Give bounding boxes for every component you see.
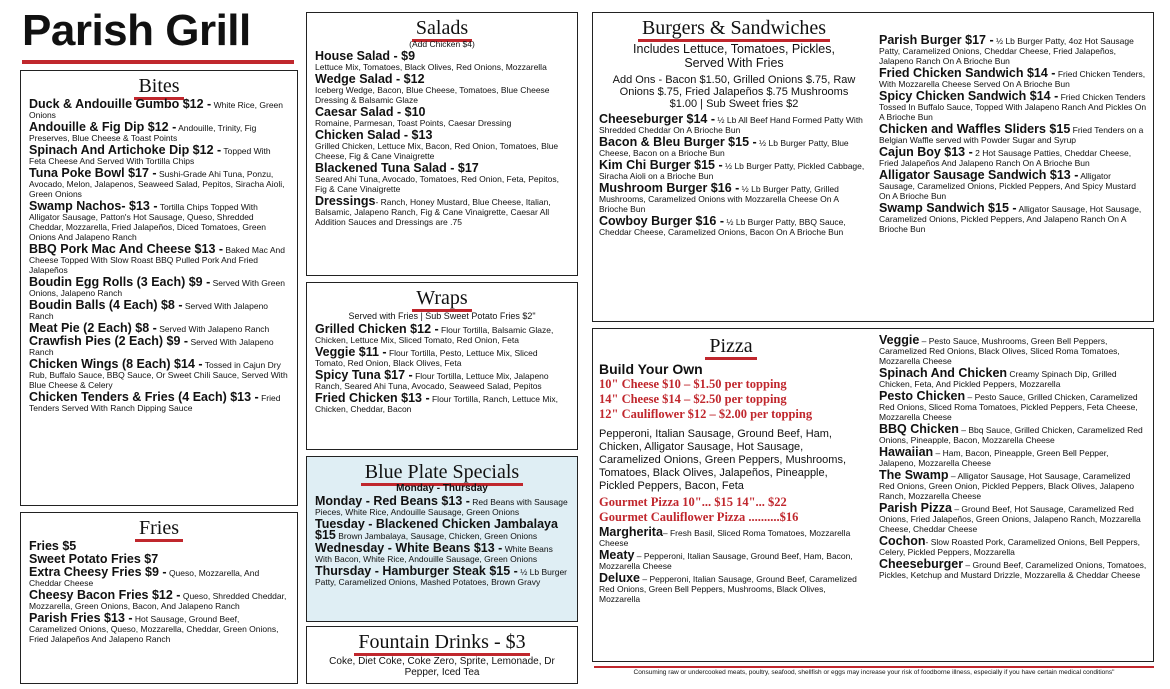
- menu-item-name: Fried Chicken Sandwich $14 -: [879, 66, 1056, 80]
- menu-item: [599, 573, 863, 604]
- menu-item: [29, 122, 289, 143]
- menu-item-desc: Grilled Chicken, Lettuce Mix, Bacon, Red Onion, Tomatoes, Blue Cheese, Fig & Cane Vinaigrette: [315, 141, 559, 161]
- menu-item: [315, 543, 569, 564]
- menu-item: [879, 470, 1147, 501]
- menu-item: [879, 170, 1147, 201]
- burgers-right-list: [879, 35, 1147, 234]
- menu-item-desc: – Ground Beef, Hot Sausage, Caramelized Red Onions, Fried Jalapeños, Green Onions, Jalapeno Ranch, Mozzarella Cheese, Cheddar Cheese: [879, 504, 1141, 534]
- menu-item-desc: Alligator Sausage, Caramelized Onions, Pickled Peppers, And Spicy Mustard On A Brioche Bun: [879, 171, 1137, 201]
- menu-item: [315, 496, 569, 517]
- menu-item: [29, 244, 289, 275]
- wraps-list: [315, 324, 569, 414]
- menu-item: [315, 51, 569, 72]
- menu-item-desc: Served With Jalapeno Ranch: [29, 301, 269, 321]
- menu-item-desc: Fried Tenders on a Belgian Waffle served with Powder Sugar and Syrup: [879, 125, 1144, 145]
- menu-item: [315, 519, 569, 541]
- wraps-section: [306, 282, 578, 450]
- menu-item: [879, 391, 1147, 422]
- menu-item: [879, 124, 1147, 145]
- blueplate-subtitle: Monday - Thursday: [396, 483, 488, 494]
- menu-item-name: Meat Pie (2 Each) $8 -: [29, 321, 157, 335]
- menu-item-name: Deluxe: [599, 571, 640, 585]
- menu-item-desc: – Pesto Sauce, Grilled Chicken, Caramelized Red Onions, Sliced Roma Tomatoes, Pickled Peppers, Feta Cheese, Mozzarella Cheese: [879, 392, 1138, 422]
- pizza-gourmet: Gourmet Pizza 10"... $15 14"... $22: [599, 495, 787, 509]
- menu-item-name: Parish Fries $13 -: [29, 611, 133, 625]
- menu-item: [879, 203, 1147, 234]
- menu-item-desc: ½ Lb All Beef Hand Formed Patty With Shredded Cheddar On A Brioche Bun: [599, 115, 863, 135]
- menu-item-name: Grilled Chicken $12 -: [315, 322, 439, 336]
- menu-item-desc: Romaine, Parmesan, Toast Points, Caesar Dressing: [315, 118, 512, 128]
- bites-title: Bites: [29, 75, 289, 97]
- menu-item: [599, 183, 869, 214]
- menu-item-name: Chicken Wings (8 Each) $14 -: [29, 357, 203, 371]
- menu-item: [879, 536, 1147, 557]
- menu-item-name: Cowboy Burger $16 -: [599, 214, 725, 228]
- menu-item-desc: White Beans With Bacon, White Rice, Andouille Sausage, Green Onions: [315, 544, 553, 564]
- menu-item: [315, 107, 569, 128]
- menu-item: [315, 370, 569, 391]
- menu-item-desc: ½ Lb Burger Patty, Blue Cheese, Bacon on a Brioche Bun: [599, 138, 849, 158]
- drinks-list: Coke, Diet Coke, Coke Zero, Sprite, Lemonade, Dr Pepper, Iced Tea: [329, 656, 555, 678]
- burgers-addons: Add Ons - Bacon $1.50, Grilled Onions $.75, Raw Onions $.75, Fried Jalapeños $.75 Mushrooms $1.00 | Sub Sweet fries $2: [612, 74, 856, 110]
- menu-item: [315, 130, 569, 161]
- menu-item-name: Parish Pizza: [879, 501, 952, 515]
- drinks-section: [306, 626, 578, 684]
- menu-item-desc: – Ham, Bacon, Pineapple, Green Bell Pepper, Jalapeno, Mozzarella Cheese: [879, 448, 1109, 468]
- menu-item-name: Wedge Salad - $12: [315, 72, 425, 86]
- menu-item: [29, 323, 289, 334]
- menu-item-desc: Alligator Sausage, Hot Sausage, Caramelized Onions, Pickled Peppers, And Jalapeno Ranch On A Brioche Bun: [879, 204, 1142, 234]
- fries-section: [20, 512, 298, 684]
- menu-item: [29, 567, 289, 588]
- menu-item-desc: Tossed in Cajun Dry Rub, Buffalo Sauce, BBQ Sauce, Or Sweet Chili Sauce, Served With Blue Cheese & Celery: [29, 360, 288, 390]
- menu-item-desc: – Pepperoni, Italian Sausage, Ground Beef, Ham, Bacon, Mozzarella Cheese: [599, 551, 853, 571]
- menu-item: [879, 68, 1147, 89]
- menu-item-desc: - Ranch, Honey Mustard, Blue Cheese, Italian, Balsamic, Jalapeno Ranch, Fig & Cane Vinaigrette, Caesar All Addition Sauces and Dressings are .75: [315, 197, 551, 227]
- menu-item: [29, 99, 289, 120]
- menu-item-name: Spinach And Chicken: [879, 366, 1008, 380]
- menu-item-name: Caesar Salad - $10: [315, 105, 426, 119]
- menu-item-desc: Topped With Feta Cheese And Served With Tortilla Chips: [29, 146, 271, 166]
- menu-item: [599, 114, 869, 135]
- pizza-build-title: Build Your Own: [599, 361, 703, 377]
- menu-item-desc: Brown Jambalaya, Sausage, Chicken, Green Onions: [335, 531, 538, 541]
- menu-item-desc: ½ Lb Burger Patty, Grilled Mushrooms, Caramelized Onions with Mozzarella Cheese On A Brioche Bun: [599, 184, 839, 214]
- menu-item: [879, 91, 1147, 122]
- menu-item: [599, 527, 863, 548]
- salads-title: Salads: [315, 17, 569, 39]
- menu-item: [599, 216, 869, 237]
- menu-item-name: Mushroom Burger $16 -: [599, 181, 740, 195]
- menu-item-desc: Queso, Mozzarella, And Cheddar Cheese: [29, 568, 260, 588]
- menu-item-name: Margherita: [599, 525, 663, 539]
- pizza-size-14: 14" Cheese $14 – $2.50 per topping: [599, 392, 787, 406]
- menu-item-desc: Tortilla Chips Topped With Alligator Sausage, Patton's Hot Sausage, Queso, Shredded Cheddar, Mozzarella, Fried Jalapeños, Diced Tomatoes, Green Onions And Jalapeno Ranch: [29, 202, 267, 242]
- menu-item-desc: Andouille, Trinity, Fig Preserves, Blue Cheese & Toast Points: [29, 123, 257, 143]
- menu-item-name: Thursday - Hamburger Steak $15 -: [315, 564, 518, 578]
- blueplate-section: [306, 456, 578, 622]
- menu-item-name: Cheesy Bacon Fries $12 -: [29, 588, 181, 602]
- menu-item-desc: Sushi-Grade Ahi Tuna, Ponzu, Avocado, Melon, Jalapenos, Seaweed Salad, Pepitos, Siracha Aioli, Green Onions: [29, 169, 285, 199]
- menu-item-desc: – Ground Beef, Caramelized Onions, Tomatoes, Pickles, Ketchup and Mustard Drizzle, Mozzarella & Cheddar Cheese: [879, 560, 1147, 580]
- menu-item-name: Sweet Potato Fries $7: [29, 552, 159, 566]
- bites-section: [20, 70, 298, 506]
- menu-item-desc: Flour Tortilla, Lettuce Mix, Jalapeno Ranch, Seared Ahi Tuna, Avocado, Seaweed Salad, Pepitos: [315, 371, 549, 391]
- menu-item-name: Blackened Tuna Salad - $17: [315, 161, 479, 175]
- menu-item: [879, 559, 1147, 580]
- menu-item-desc: Queso, Shredded Cheddar, Mozzarella, Green Onions, Bacon, And Jalapeno Ranch: [29, 591, 287, 611]
- menu-item: [29, 392, 289, 413]
- menu-item-name: Cheeseburger: [879, 557, 964, 571]
- pizza-section: [592, 328, 1154, 662]
- menu-item-desc: Flour Tortilla, Balsamic Glaze, Chicken, Lettuce Mix, Sliced Tomato, Red Onion, Feta: [315, 325, 554, 345]
- menu-item-desc: – Fresh Basil, Sliced Roma Tomatoes, Mozzarella Cheese: [599, 528, 851, 548]
- menu-item-name: Extra Cheesy Fries $9 -: [29, 565, 167, 579]
- menu-item-name: Duck & Andouille Gumbo $12 -: [29, 97, 212, 111]
- fries-list: [29, 541, 289, 644]
- menu-item: [879, 335, 1147, 366]
- menu-item-desc: Flour Tortilla, Ranch, Lettuce Mix, Chicken, Cheddar, Bacon: [315, 394, 558, 414]
- menu-item-name: House Salad - $9: [315, 49, 416, 63]
- menu-item-desc: Hot Sausage, Ground Beef, Caramelized Onions, Queso, Mozzarella, Cheddar, Green Onions, Fried Jalapeños And Jalapeno Ranch: [29, 614, 279, 644]
- menu-item-name: Meaty: [599, 548, 635, 562]
- menu-item: [29, 300, 289, 321]
- menu-item-name: BBQ Chicken: [879, 422, 959, 436]
- brand-underline: [22, 60, 294, 64]
- menu-item-name: Andouille & Fig Dip $12 -: [29, 120, 177, 134]
- menu-item-desc: Seared Ahi Tuna, Avocado, Tomatoes, Red Onion, Feta, Pepitos, Fig & Cane Vinaigrette: [315, 174, 559, 194]
- menu-item-desc: Fried Chicken Tenders, With Mozzarella Cheese Served On A Brioche Bun: [879, 69, 1146, 89]
- menu-item-name: Boudin Egg Rolls (3 Each) $9 -: [29, 275, 211, 289]
- blueplate-list: [315, 496, 569, 587]
- menu-item-name: Fried Chicken $13 -: [315, 391, 430, 405]
- menu-item-name: Swamp Sandwich $15 -: [879, 201, 1017, 215]
- menu-item-name: Swamp Nachos- $13 -: [29, 199, 158, 213]
- pizza-size-10: 10" Cheese $10 – $1.50 per topping: [599, 377, 787, 391]
- menu-item-desc: Fried Tenders Served With Ranch Dipping Sauce: [29, 393, 281, 413]
- pizza-toppings: Pepperoni, Italian Sausage, Ground Beef, Ham, Chicken, Alligator Sausage, Hot Sausage, Caramelized Onions, Green Peppers, Mushrooms, Tomatoes, Black Olives, Jalapeños, Pineapple, Pickled Peppers, Bacon, Feta: [599, 428, 846, 492]
- menu-item-name: The Swamp: [879, 468, 949, 482]
- salads-section: [306, 12, 578, 276]
- menu-item-desc: Baked Mac And Cheese Topped With Slow Roast BBQ Pulled Pork And Fried Jalapeños: [29, 245, 285, 275]
- burgers-section: [592, 12, 1154, 322]
- burgers-title: Burgers & Sandwiches: [599, 17, 869, 39]
- menu-item-name: Cochon: [879, 534, 926, 548]
- menu-item-name: Chicken Tenders & Fries (4 Each) $13 -: [29, 390, 259, 404]
- menu-item: [315, 163, 569, 194]
- drinks-title: Fountain Drinks - $3: [315, 631, 569, 653]
- menu-item-desc: – Alligator Sausage, Hot Sausage, Caramelized Red Onions, Green Onion, Pickled Peppers, Black Olives, Jalapeno Ranch, Mozzarella Cheese: [879, 471, 1135, 501]
- menu-item-desc: Fried Chicken Tenders Tossed In Buffalo Sauce, Topped With Jalapeno Ranch And Pickles On A Brioche Bun: [879, 92, 1147, 122]
- blueplate-title: Blue Plate Specials: [315, 461, 569, 483]
- menu-item-desc: Creamy Spinach Dip, Grilled Chicken, Feta, And Pickled Peppers, Mozzarella: [879, 369, 1117, 389]
- menu-item-name: Cheeseburger $14 -: [599, 112, 716, 126]
- menu-item-desc: ½ Lb Burger Patty, 4oz Hot Sausage Patty, Caramelized Onions, Cheddar Cheese, Fried Jalapeños, Jalapeno Ranch On A Brioche Bun: [879, 36, 1134, 66]
- menu-item: [315, 566, 569, 587]
- menu-item-name: Spicy Tuna $17 -: [315, 368, 413, 382]
- menu-item-name: Chicken and Waffles Sliders $15: [879, 122, 1071, 136]
- burgers-left-list: [599, 114, 869, 237]
- menu-item-name: Spinach And Artichoke Dip $12 -: [29, 143, 222, 157]
- menu-item-desc: 2 Hot Sausage Patties, Cheddar Cheese, Fried Jalapeños And Jalapeno Ranch On A Brioche Bun: [879, 148, 1132, 168]
- menu-item: [879, 503, 1147, 534]
- menu-item-name: Chicken Salad - $13: [315, 128, 433, 142]
- menu-item-name: Tuna Poke Bowl $17 -: [29, 166, 157, 180]
- menu-item-name: Bacon & Bleu Burger $15 -: [599, 135, 757, 149]
- menu-item-name: Alligator Sausage Sandwich $13 -: [879, 168, 1079, 182]
- menu-item: [315, 324, 569, 345]
- menu-item: [879, 368, 1147, 389]
- menu-item: [599, 550, 863, 571]
- menu-item: [29, 145, 289, 166]
- menu-item-desc: – Bbq Sauce, Grilled Chicken, Caramelized Red Onions, Pineapple, Bacon, Mozzarella Cheese: [879, 425, 1143, 445]
- menu-item-desc: Lettuce Mix, Tomatoes, Black Olives, Red Onions, Mozzarella: [315, 62, 547, 72]
- menu-item-name: Boudin Balls (4 Each) $8 -: [29, 298, 183, 312]
- menu-item: [879, 35, 1147, 66]
- menu-item: [29, 613, 289, 644]
- pizza-size-12: 12" Cauliflower $12 – $2.00 per topping: [599, 407, 813, 421]
- menu-item: [599, 137, 869, 158]
- menu-item-desc: ½ Lb Burger Patty, Caramelized Onions, Mashed Potatoes, Brown Gravy: [315, 567, 567, 587]
- menu-item: [29, 554, 289, 565]
- menu-item-name: Kim Chi Burger $15 -: [599, 158, 723, 172]
- menu-item: [29, 201, 289, 242]
- menu-item-desc: Served With Jalapeno Ranch: [156, 324, 270, 334]
- menu-item: [879, 424, 1147, 445]
- menu-item: [315, 74, 569, 105]
- menu-item-name: Wednesday - White Beans $13 -: [315, 541, 503, 555]
- wraps-title: Wraps: [315, 287, 569, 309]
- menu-item: [315, 393, 569, 414]
- menu-item-desc: Served With Jalapeno Ranch: [29, 337, 274, 357]
- pizza-left-list: [599, 527, 863, 604]
- pizza-right-list: [879, 335, 1147, 580]
- menu-item-name: Monday - Red Beans $13 -: [315, 494, 470, 508]
- bites-list: [29, 99, 289, 413]
- menu-item-desc: White Rice, Green Onions: [29, 100, 284, 120]
- burgers-subtitle: Includes Lettuce, Tomatoes, Pickles, Served With Fries: [633, 42, 835, 70]
- wraps-subtitle: Served with Fries | Sub Sweet Potato Fries $2": [348, 311, 536, 321]
- menu-item: [29, 541, 289, 552]
- brand-logo: Parish Grill: [22, 6, 251, 55]
- menu-item-desc: Red Beans with Sausage Pieces, White Rice, Andouille Sausage, Green Onions: [315, 497, 568, 517]
- menu-item-name: Cajun Boy $13 -: [879, 145, 973, 159]
- menu-item-desc: – Pesto Sauce, Mushrooms, Green Bell Peppers, Caramelized Red Onions, Black Olives, Sliced Roma Tomatoes, Mozzarella Cheese: [879, 336, 1120, 366]
- menu-item-name: Tuesday - Blackened Chicken Jambalaya $15: [315, 517, 558, 542]
- menu-item-desc: ½ Lb Burger Patty, Pickled Cabbage, Siracha Aioli on a Brioche Bun: [599, 161, 865, 181]
- disclaimer: Consuming raw or undercooked meats, poultry, seafood, shellfish or eggs may increase your risk of foodborne illness, especially if you have certain medical conditions": [594, 666, 1154, 676]
- pizza-gourmet-cauliflower: Gourmet Cauliflower Pizza ..........$16: [599, 510, 799, 524]
- menu-item-name: Parish Burger $17 -: [879, 33, 994, 47]
- menu-item-name: BBQ Pork Mac And Cheese $13 -: [29, 242, 224, 256]
- menu-item-desc: Served With Green Onions, Jalapeno Ranch: [29, 278, 285, 298]
- menu-item: [29, 277, 289, 298]
- fries-title: Fries: [29, 517, 289, 539]
- menu-item: [29, 168, 289, 199]
- menu-item-name: Crawfish Pies (2 Each) $9 -: [29, 334, 189, 348]
- menu-item: [29, 359, 289, 390]
- menu-item-name: Spicy Chicken Sandwich $14 -: [879, 89, 1059, 103]
- menu-item-desc: Flour Tortilla, Pesto, Lettuce Mix, Sliced Tomato, Red Onion, Black Olives, Feta: [315, 348, 538, 368]
- salads-subtitle: (Add Chicken $4): [409, 39, 475, 49]
- menu-item-desc: - Slow Roasted Pork, Caramelized Onions, Bell Peppers, Celery, Pickled Peppers, Mozzarella: [879, 537, 1141, 557]
- menu-item-name: Dressings: [315, 194, 376, 208]
- menu-item-desc: ½ Lb Burger Patty, BBQ Sauce, Cheddar Cheese, Caramelized Onions, Bacon On A Brioche Bun: [599, 217, 846, 237]
- menu-item: [29, 590, 289, 611]
- salads-list: [315, 51, 569, 227]
- menu-item: [599, 160, 869, 181]
- menu-item: [879, 147, 1147, 168]
- menu-item-name: Hawaiian: [879, 445, 934, 459]
- menu-item-desc: Iceberg Wedge, Bacon, Blue Cheese, Tomatoes, Blue Cheese Dressing & Balsamic Glaze: [315, 85, 550, 105]
- menu-item: [29, 336, 289, 357]
- pizza-title: Pizza: [599, 335, 863, 357]
- menu-item-name: Pesto Chicken: [879, 389, 966, 403]
- menu-item: [315, 196, 569, 227]
- menu-item-name: Fries $5: [29, 539, 77, 553]
- menu-item-name: Veggie $11 -: [315, 345, 387, 359]
- menu-item: [879, 447, 1147, 468]
- menu-item-desc: – Pepperoni, Italian Sausage, Ground Beef, Caramelized Red Onions, Green Bell Peppers, Mushrooms, Black Olives, Mozzarella: [599, 574, 857, 604]
- menu-item: [315, 347, 569, 368]
- menu-item-name: Veggie: [879, 333, 920, 347]
